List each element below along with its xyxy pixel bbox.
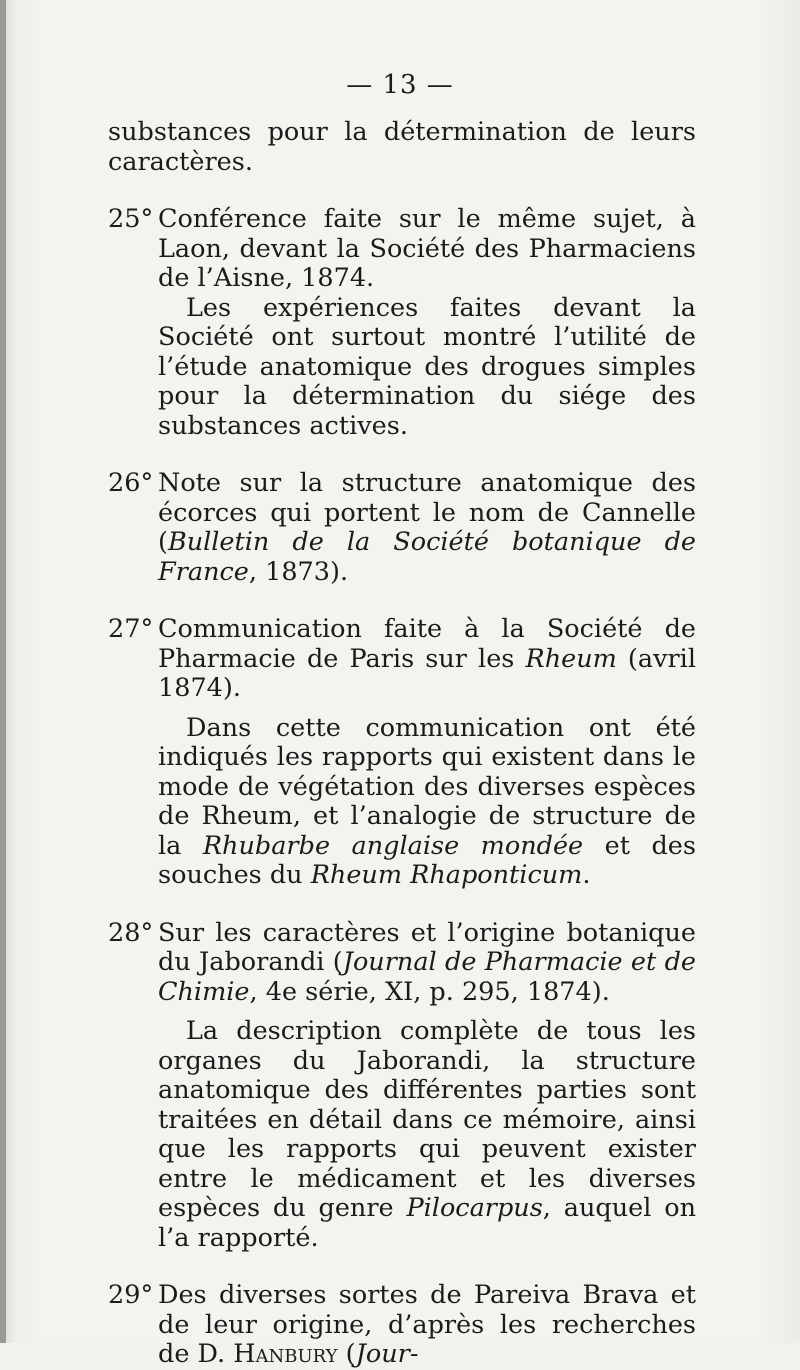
entry-25-note: Les expériences faites devant la Société ont surtout montré l’utilité de l’étude anatomique des drogues simples pour la détermination du siége des substances actives. — [158, 292, 696, 441]
note-italic: Rhubarbe anglaise mondée — [202, 830, 584, 861]
entry-29 — [108, 1281, 696, 1370]
genus-name: Rheum — [525, 643, 617, 674]
entry-27 — [108, 615, 696, 704]
entry-text: Conférence faite sur le même sujet, à Laon, devant la Société des Pharmaciens de l’Aisne, 1874. — [158, 204, 696, 293]
note-text: et des souches du — [158, 830, 696, 890]
author-name: Hanbury — [233, 1339, 338, 1369]
journal-title: Bulletin de la Société botanique de France — [158, 527, 696, 587]
page-body — [108, 118, 696, 1370]
entry-number: 29° — [108, 1280, 154, 1310]
entry-number: 25° — [108, 204, 154, 234]
entry-28-note — [108, 1017, 696, 1253]
note-italic: Pilocarpus — [406, 1193, 543, 1223]
note-text: , auquel on l’a rapporté. — [158, 1193, 696, 1253]
entry-text: Des diverses sortes de Pareiva Brava et de leur origine, d’après les recherches de D. — [158, 1280, 696, 1369]
entry-28 — [108, 919, 696, 1008]
entry-text: Sur les caractères et l’origine botanique du Jaborandi ( — [158, 917, 696, 977]
entry-25 — [108, 205, 696, 294]
entry-text-end: (avril 1874). — [158, 643, 696, 703]
entry-number: 27° — [108, 614, 154, 644]
page-spine-shadow — [0, 0, 6, 1343]
page-number: — 13 — — [346, 70, 454, 100]
entry-number: 26° — [108, 468, 154, 498]
note-italic: Rheum Rhaponticum — [310, 860, 583, 890]
note-text: . — [582, 860, 591, 890]
note-text: La description complète de tous les organes du Jaborandi, la structure anatomique des différentes parties sont traitées en détail dans ce mémoire, ainsi que les rapports qui peuvent exister entre le médicament et les diverses espèces du genre — [158, 1016, 696, 1223]
entry-text: Communication faite à la Société de Pharmacie de Paris sur les — [158, 614, 696, 674]
note-text: Dans cette communication ont été indiqués les rapports qui existent dans le mode de végétation des diverses espèces de Rheum, et l’analogie de structure de la — [158, 712, 696, 861]
entry-text-end: , 1873). — [248, 556, 349, 587]
entry-text: Note sur la structure anatomique des écorces qui portent le nom de Cannelle ( — [158, 468, 696, 557]
journal-title: Journal de Pharmacie et de Chimie — [158, 947, 696, 1007]
entry-text-end: , 4e série, XI, p. 295, 1874). — [249, 976, 610, 1007]
entry-27-note — [108, 714, 696, 891]
continuation-paragraph: substances pour la détermination de leurs caractères. — [108, 117, 696, 177]
entry-number: 28° — [108, 917, 154, 948]
entry-text-end: ( — [337, 1339, 356, 1369]
journal-title-start: Jour- — [355, 1339, 419, 1369]
entry-26 — [108, 469, 696, 587]
